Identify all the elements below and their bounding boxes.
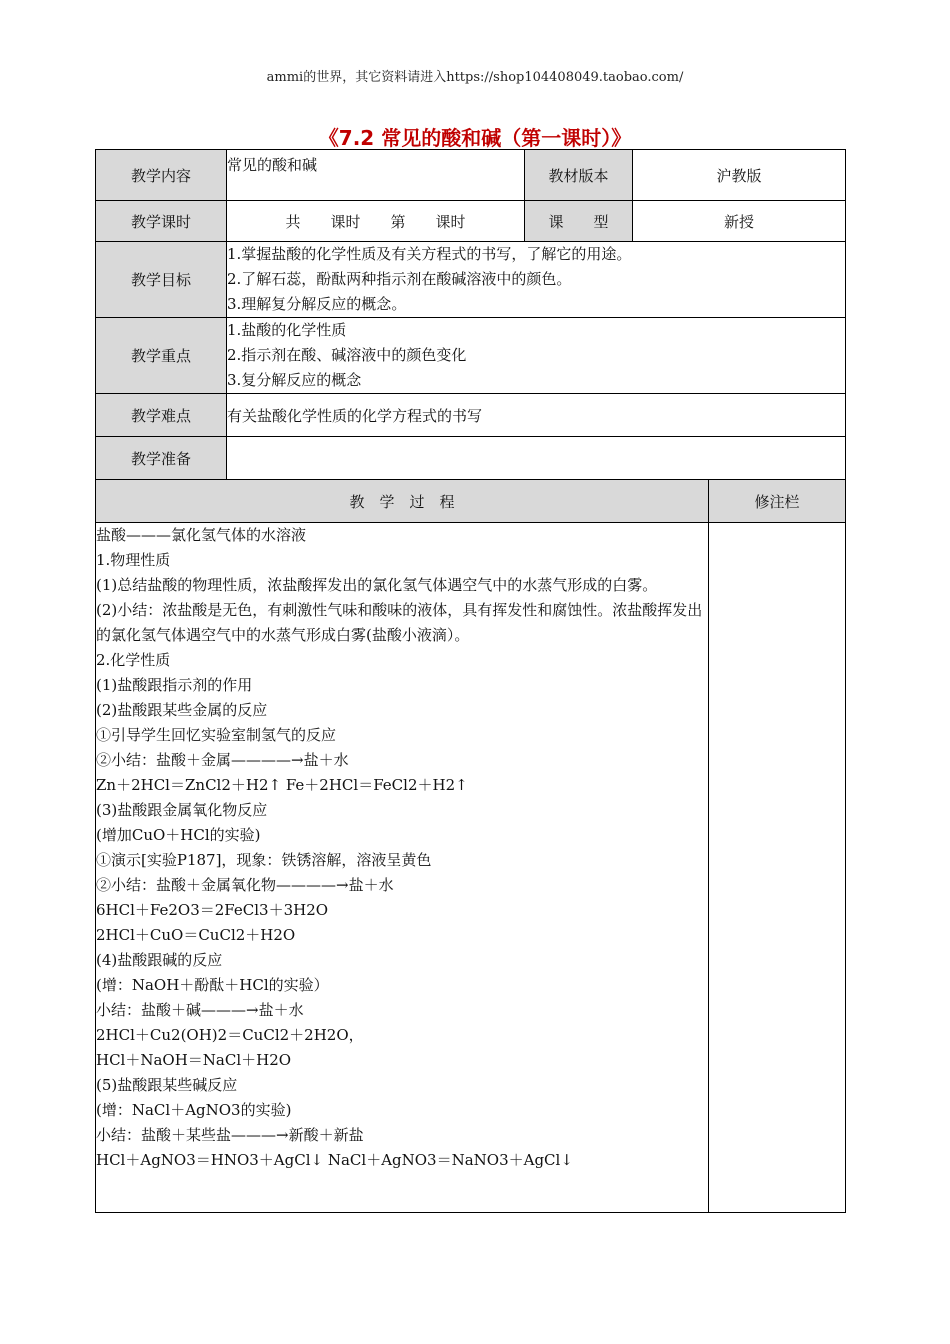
lesson-plan-table	[95, 149, 846, 1213]
row-goals	[96, 242, 846, 318]
focus-label: 教学重点	[96, 318, 227, 394]
process-line: 小结：盐酸＋某些盐———→新酸＋新盐	[96, 1126, 364, 1144]
row-process-header	[96, 480, 846, 523]
content-value: 常见的酸和碱	[227, 156, 318, 174]
row-content	[96, 150, 846, 201]
process-line: (增：NaCl＋AgNO3的实验)	[96, 1101, 292, 1119]
difficulty-label: 教学难点	[96, 394, 227, 437]
process-line: (1)盐酸跟指示剂的作用	[96, 676, 253, 694]
process-body	[96, 523, 709, 1213]
goal-item: 2.了解石蕊，酚酞两种指示剂在酸碱溶液中的颜色。	[227, 270, 572, 288]
goals-label: 教学目标	[96, 242, 227, 318]
process-line: 盐酸———氯化氢气体的水溶液	[96, 526, 307, 544]
notes-column	[709, 523, 846, 1213]
process-label: 教 学 过 程	[96, 480, 709, 523]
notes-label: 修注栏	[709, 480, 846, 523]
type-value: 新授	[633, 201, 846, 242]
header-note: ammi的世界，其它资料请进入https://shop104408049.taobao.com/	[266, 70, 684, 85]
process-line: (4)盐酸跟碱的反应	[96, 951, 223, 969]
process-line: (5)盐酸跟某些碱反应	[96, 1076, 238, 1094]
process-line: HCl＋AgNO3＝HNO3＋AgCl↓ NaCl＋AgNO3＝NaNO3＋AgCl↓	[96, 1151, 573, 1169]
process-line: 2HCl＋CuO＝CuCl2＋H2O	[96, 926, 296, 944]
focus-item: 1.盐酸的化学性质	[227, 321, 347, 339]
hours-label: 教学课时	[96, 201, 227, 242]
edition-label: 教材版本	[525, 150, 633, 201]
hours-value: 共 课时 第 课时	[227, 201, 525, 242]
focus-list	[227, 318, 846, 394]
process-line: (2)小结：浓盐酸是无色，有刺激性气味和酸味的液体，具有挥发性和腐蚀性。浓盐酸挥发出的氯化氢气体遇空气中的水蒸气形成白雾(盐酸小液滴）。	[96, 601, 703, 644]
process-line: 2.化学性质	[96, 651, 171, 669]
process-line: 1.物理性质	[96, 551, 171, 569]
prep-label: 教学准备	[96, 437, 227, 480]
difficulty-value: 有关盐酸化学性质的化学方程式的书写	[227, 394, 846, 437]
process-line: (增：NaOH＋酚酞＋HCl的实验）	[96, 976, 329, 994]
row-hours	[96, 201, 846, 242]
row-focus	[96, 318, 846, 394]
edition-value: 沪教版	[633, 150, 846, 201]
goal-item: 3.理解复分解反应的概念。	[227, 295, 407, 313]
goals-list	[227, 242, 846, 318]
row-prep	[96, 437, 846, 480]
focus-item: 2.指示剂在酸、碱溶液中的颜色变化	[227, 346, 467, 364]
process-line: (增加CuO＋HCl的实验)	[96, 826, 261, 844]
process-line: HCl＋NaOH＝NaCl＋H2O	[96, 1051, 292, 1069]
goal-item: 1.掌握盐酸的化学性质及有关方程式的书写，了解它的用途。	[227, 245, 632, 263]
process-line: ①演示[实验P187]，现象：铁锈溶解，溶液呈黄色	[96, 851, 432, 869]
process-line: 6HCl＋Fe2O3＝2FeCl3＋3H2O	[96, 901, 329, 919]
process-line: (2)盐酸跟某些金属的反应	[96, 701, 268, 719]
process-line: (3)盐酸跟金属氧化物反应	[96, 801, 268, 819]
process-line: ②小结：盐酸＋金属氧化物————→盐＋水	[96, 876, 394, 894]
process-line: ②小结：盐酸＋金属————→盐＋水	[96, 751, 349, 769]
content-label: 教学内容	[96, 150, 227, 201]
process-line: (1)总结盐酸的物理性质，浓盐酸挥发出的氯化氢气体遇空气中的水蒸气形成的白雾。	[96, 576, 658, 594]
focus-item: 3.复分解反应的概念	[227, 371, 362, 389]
document-title: 《7.2 常见的酸和碱（第一课时）》	[318, 126, 632, 150]
type-label: 课 型	[525, 201, 633, 242]
row-process-body	[96, 523, 846, 1213]
process-line: Zn＋2HCl＝ZnCl2＋H2↑ Fe＋2HCl＝FeCl2＋H2↑	[96, 776, 468, 794]
prep-value	[227, 437, 846, 480]
process-line: 2HCl＋Cu2(OH)2＝CuCl2＋2H2O，	[96, 1026, 364, 1044]
row-difficulty	[96, 394, 846, 437]
process-line: ①引导学生回忆实验室制氢气的反应	[96, 726, 337, 744]
process-line: 小结：盐酸＋碱———→盐＋水	[96, 1001, 304, 1019]
